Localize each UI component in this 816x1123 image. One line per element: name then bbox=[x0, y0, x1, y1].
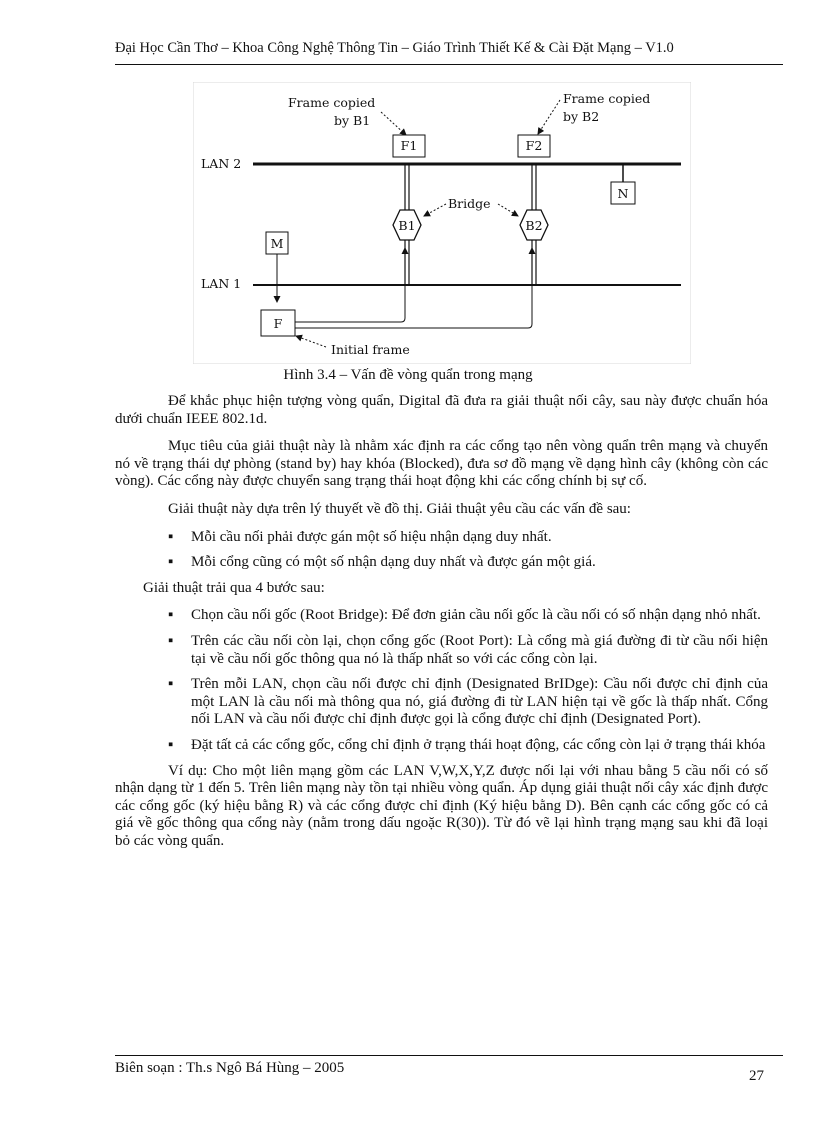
paragraph-3: Giải thuật này dựa trên lý thuyết về đồ thị. Giải thuật yêu cầu các vấn đề sau: bbox=[168, 500, 631, 517]
initial-frame-f-label: F bbox=[273, 316, 283, 331]
bullet-icon: ▪ bbox=[168, 528, 174, 545]
list-item: ▪ Trên các cầu nối còn lại, chọn cổng gốc (Root Port): Là cổng mà giá đường đi từ cầu nối hiện tại về cầu nối gốc thông qua nó là thấp nhất so với các cổng còn lại. bbox=[168, 632, 768, 667]
header-divider bbox=[115, 64, 783, 65]
bridge-b1-label: B1 bbox=[398, 218, 416, 233]
body-text bbox=[115, 393, 768, 860]
running-header: Đại Học Cần Thơ – Khoa Công Nghệ Thông Tin – Giáo Trình Thiết Kế & Cài Đặt Mạng – V1.0 bbox=[115, 40, 674, 56]
label-frame-copied-b2-2: by B2 bbox=[563, 109, 600, 124]
figure-caption: Hình 3.4 – Vấn đề vòng quẩn trong mạng bbox=[283, 367, 533, 383]
list-item: ▪ Chọn cầu nối gốc (Root Bridge): Để đơn giản cầu nối gốc là cầu nối có số nhận dạng nhỏ nhất. bbox=[168, 607, 761, 624]
list-item: ▪ Mỗi cổng cũng có một số nhận dạng duy nhất và được gán một giá. bbox=[168, 554, 596, 571]
figure-bridge-loop bbox=[193, 82, 691, 364]
bridge-b2-label: B2 bbox=[525, 218, 543, 233]
paragraph-2: Mục tiêu của giải thuật này là nhằm xác định ra các cổng tạo nên vòng quẩn trên mạng và chuyển nó về trạng thái dự phòng (stand by) hay khóa (Blocked), đưa sơ đồ mạng về dạng hình cây (không còn các vòng). Các cổng này được chuyển sang trạng thái hoạt động khi các cổng chính bị sự cố. bbox=[115, 438, 768, 490]
bullet-icon: ▪ bbox=[168, 676, 174, 693]
page-number: 27 bbox=[749, 1068, 764, 1084]
station-m-label: M bbox=[270, 236, 284, 251]
initial-frame-label: Initial frame bbox=[331, 342, 410, 357]
list-item: ▪ Trên mỗi LAN, chọn cầu nối được chỉ định (Designated BrIDge): Cầu nối được chỉ định của một LAN là cầu nối mà thông qua nó, giá đường đi từ LAN hiện tại về gốc là thấp nhất. Cổng nối LAN và cầu nối được chỉ định được gọi là cổng được chỉ định (Designated Port). bbox=[168, 676, 768, 728]
steps-list bbox=[115, 607, 768, 754]
node-n-label: N bbox=[617, 186, 629, 201]
bullet-icon: ▪ bbox=[168, 632, 174, 649]
list-item: ▪ Đặt tất cả các cổng gốc, cổng chỉ định ở trạng thái hoạt động, các cổng còn lại ở trạng thái khóa bbox=[168, 736, 766, 753]
bridge-loop-diagram bbox=[193, 82, 691, 364]
bullet-icon: ▪ bbox=[168, 607, 174, 624]
lan2-label: LAN 2 bbox=[201, 156, 242, 171]
paragraph-4: Giải thuật trải qua 4 bước sau: bbox=[143, 579, 325, 596]
requirements-list bbox=[115, 529, 768, 572]
label-frame-copied-b1-2: by B1 bbox=[334, 113, 371, 128]
frame-f1-label: F1 bbox=[400, 138, 418, 153]
list-item: ▪ Mỗi cầu nối phải được gán một số hiệu nhận dạng duy nhất. bbox=[168, 528, 552, 545]
label-frame-copied-b2-1: Frame copied bbox=[563, 91, 651, 106]
label-frame-copied-b1-1: Frame copied bbox=[288, 95, 376, 110]
bullet-icon: ▪ bbox=[168, 554, 174, 571]
paragraph-1: Để khắc phục hiện tượng vòng quẩn, Digital đã đưa ra giải thuật nối cây, sau này được chuẩn hóa dưới chuẩn IEEE 802.1d. bbox=[115, 393, 768, 427]
paragraph-5: Ví dụ: Cho một liên mạng gồm các LAN V,W,X,Y,Z được nối lại với nhau bằng 5 cầu nối có số nhận dạng từ 1 đến 5. Trên liên mạng này tồn tại nhiều vòng quẩn. Áp dụng giải thuật nối cây xác định được các cổng gốc (ký hiệu bằng R) và các cổng được chỉ định (Ký hiệu bằng D). Bên cạnh các cổng gốc có cả giá về gốc thông qua cổng này (nằm trong dấu ngoặc R(30)). Từ đó vẽ lại hình trạng mạng sau khi đã loại bỏ các vòng quẩn. bbox=[115, 762, 768, 849]
lan1-label: LAN 1 bbox=[201, 276, 242, 291]
frame-f2-label: F2 bbox=[525, 138, 543, 153]
footer-divider bbox=[115, 1055, 783, 1056]
bullet-icon: ▪ bbox=[168, 736, 174, 753]
footer-author: Biên soạn : Th.s Ngô Bá Hùng – 2005 bbox=[115, 1060, 345, 1076]
bridge-label: Bridge bbox=[448, 196, 491, 211]
